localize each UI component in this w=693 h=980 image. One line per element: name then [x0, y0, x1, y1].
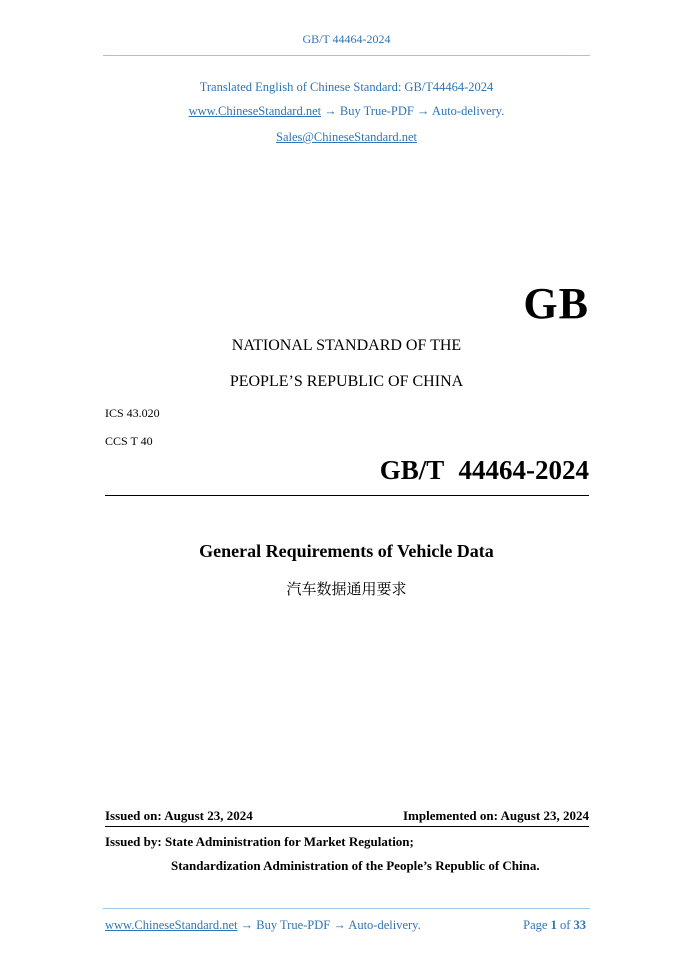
implemented-on-date: Implemented on: August 23, 2024	[403, 808, 589, 823]
chinesestandard-link[interactable]: www.ChineseStandard.net	[188, 104, 322, 118]
promo-line-2	[0, 104, 693, 119]
footer-divider	[103, 908, 590, 909]
page-number: 1	[550, 918, 557, 932]
promo-line-3	[0, 130, 693, 145]
page-label: Page	[523, 918, 548, 932]
gb-logo: GB	[523, 279, 589, 328]
document-title-english: General Requirements of Vehicle Data	[199, 541, 494, 561]
national-standard-line-2: PEOPLE’S REPUBLIC OF CHINA	[229, 373, 464, 390]
page-counter	[523, 918, 586, 933]
ics-code: ICS 43.020	[105, 406, 160, 420]
standard-number: GB/T 44464-2024	[379, 455, 589, 485]
document-title-chinese: 汽车数据通用要求	[286, 580, 407, 598]
page-total: 33	[573, 918, 586, 932]
sales-email-link[interactable]: Sales@ChineseStandard.net	[276, 130, 417, 144]
issued-by-line-1: Issued by: State Administration for Market Regulation;	[105, 834, 414, 849]
ccs-code: CCS T 40	[105, 434, 153, 448]
footer-promo-rest: → Buy True-PDF → Auto-delivery.	[240, 918, 421, 932]
issued-by-line-2: Standardization Administration of the People’s Republic of China.	[171, 858, 540, 873]
dates-divider	[105, 826, 589, 827]
national-standard-line-1: NATIONAL STANDARD OF THE	[231, 337, 462, 354]
running-header: GB/T 44464-2024	[302, 32, 391, 46]
footer-promo	[105, 918, 421, 933]
promo-line-2-rest: → Buy True-PDF → Auto-delivery.	[324, 104, 505, 118]
footer-chinesestandard-link[interactable]: www.ChineseStandard.net	[105, 918, 238, 932]
promo-line-1: Translated English of Chinese Standard: GB/T44464-2024	[199, 80, 494, 94]
title-divider	[105, 495, 589, 496]
of-label: of	[559, 918, 571, 932]
header-divider	[103, 55, 590, 56]
issued-on-date: Issued on: August 23, 2024	[105, 808, 253, 823]
